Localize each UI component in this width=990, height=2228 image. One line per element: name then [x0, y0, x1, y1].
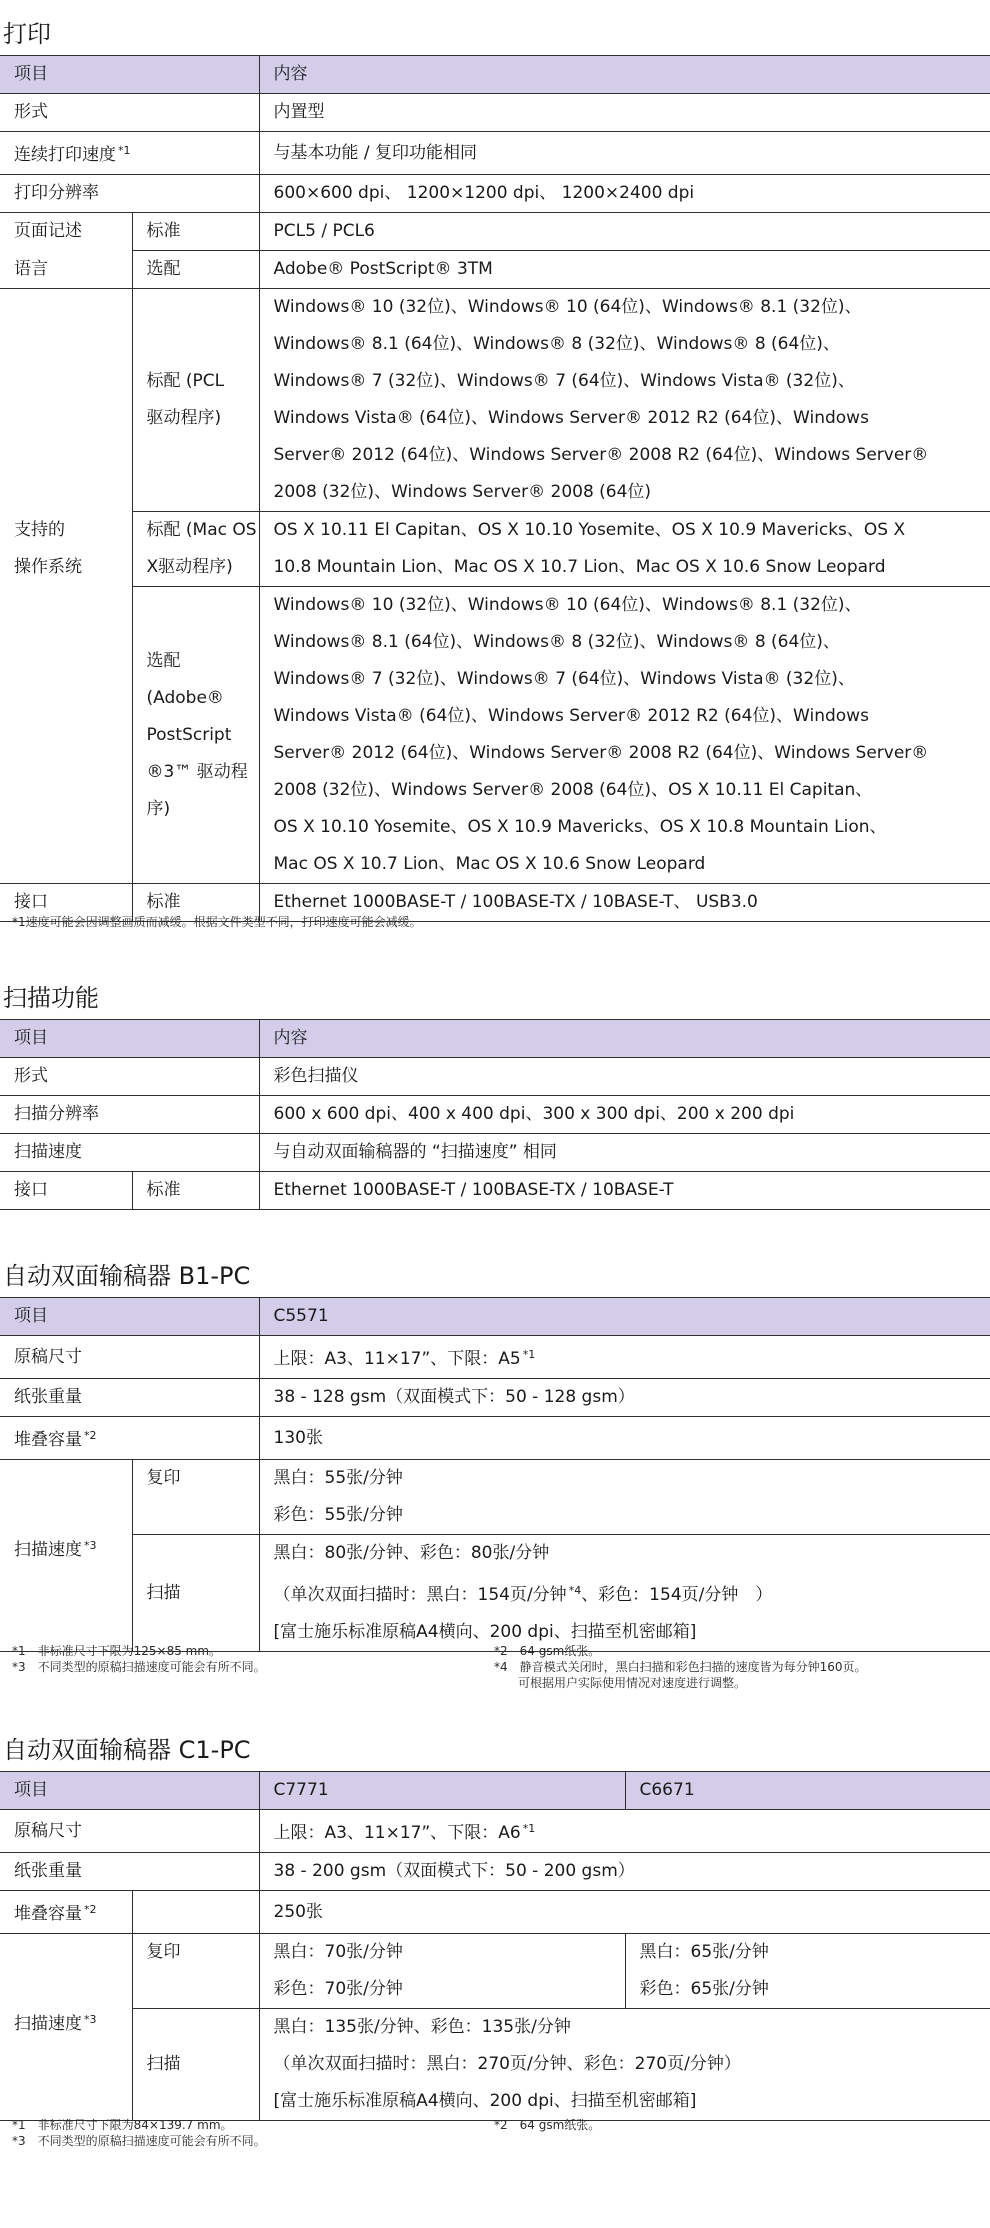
footnote-marker: *1 — [118, 144, 131, 157]
table-header-row — [0, 1772, 990, 1810]
header-item: 项目 — [0, 1020, 259, 1058]
table-row — [0, 1460, 990, 1535]
row-value: 黑白：135张/分钟、彩色：135张/分钟 （单次双面扫描时：黑白：270页/分钟、彩色：270页/分钟） [富士施乐标准原稿A4横向、200 dpi、扫描至机密邮箱] — [259, 2009, 990, 2121]
row-value: 250张 — [259, 1891, 990, 1934]
header-item: 项目 — [0, 1772, 259, 1810]
row-value: 38 - 128 gsm（双面模式下：50 - 128 gsm） — [259, 1379, 990, 1417]
row-label: 页面记述 — [0, 213, 132, 251]
row-value: PCL5 / PCL6 — [259, 213, 990, 251]
row-sublabel: 复印 — [132, 1460, 259, 1535]
footnote-marker: *1 — [522, 1822, 536, 1835]
row-value: 黑白：70张/分钟 彩色：70张/分钟 — [259, 1934, 625, 2009]
header-item: 项目 — [0, 1298, 259, 1336]
row-label: 扫描分辨率 — [0, 1096, 259, 1134]
row-label: 原稿尺寸 — [0, 1336, 259, 1379]
row-sublabel: 标准 — [132, 1172, 259, 1210]
table-row — [0, 251, 990, 289]
row-value: Adobe® PostScript® 3TM — [259, 251, 990, 289]
table-row — [0, 1934, 990, 2009]
row-value: 38 - 200 gsm（双面模式下：50 - 200 gsm） — [259, 1853, 990, 1891]
row-value: 黑白：80张/分钟、彩色：80张/分钟 （单次双面扫描时：黑白：154页/分钟 $^{*4}$、彩色：154页/分钟 ） [富士施乐标准原稿A4横向、200 dpi、扫描至机密邮箱] — [259, 1535, 990, 1652]
table-row — [0, 1096, 990, 1134]
row-label: 扫描速度 — [0, 1134, 259, 1172]
row-value: 600 x 600 dpi、400 x 400 dpi、300 x 300 dpi、200 x 200 dpi — [259, 1096, 990, 1134]
row-value: 黑白：65张/分钟 彩色：65张/分钟 — [625, 1934, 990, 2009]
table-row — [0, 1853, 990, 1891]
row-label: 纸张重量 — [0, 1379, 259, 1417]
row-label: 打印分辨率 — [0, 175, 259, 213]
table-header-row — [0, 1298, 990, 1336]
footnote-marker: *2 — [84, 1429, 97, 1442]
c1-footnotes-right: *2 64 gsm纸张。 — [494, 2118, 601, 2132]
table-row — [0, 289, 990, 512]
row-value: 130张 — [259, 1417, 990, 1460]
header-content: 内容 — [259, 1020, 990, 1058]
table-row — [0, 1134, 990, 1172]
row-label: 扫描速度 $^{*3}$ — [0, 1934, 132, 2121]
table-row — [0, 1891, 990, 1934]
footnote-marker: *2 — [84, 1903, 97, 1916]
b1-section-title: 自动双面输稿器 B1-PC — [3, 1262, 251, 1290]
row-sublabel: 标准 — [132, 884, 259, 922]
row-label-empty — [0, 587, 132, 884]
row-sublabel: 标准 — [132, 213, 259, 251]
row-value: Ethernet 1000BASE-T / 100BASE-TX / 10BASE-T — [259, 1172, 990, 1210]
table-row — [0, 512, 990, 587]
footnote-marker: *3 — [84, 2013, 97, 2026]
row-value: 与自动双面输稿器的 “扫描速度” 相同 — [259, 1134, 990, 1172]
table-row — [0, 1379, 990, 1417]
row-label: 堆叠容量 $^{*2}$ — [0, 1417, 259, 1460]
row-value: 600×600 dpi、 1200×1200 dpi、 1200×2400 dpi — [259, 175, 990, 213]
row-value: 上限：A3、11×17”、下限：A5 $^{*1}$ — [259, 1336, 990, 1379]
table-row — [0, 587, 990, 884]
row-value: 与基本功能 / 复印功能相同 — [259, 132, 990, 175]
row-value: OS X 10.11 El Capitan、OS X 10.10 Yosemite、OS X 10.9 Mavericks、OS X 10.8 Mountain Lion、Mac OS X 10.7 Lion、Mac OS X 10.6 Snow Leopard — [259, 512, 990, 587]
row-value: 彩色扫描仪 — [259, 1058, 990, 1096]
table-row — [0, 213, 990, 251]
table-row — [0, 1417, 990, 1460]
print-section-title: 打印 — [3, 20, 51, 48]
row-label: 语言 — [0, 251, 132, 289]
print-footnote: *1速度可能会因调整画质而减缓。根据文件类型不同，打印速度可能会减缓。 — [12, 915, 422, 929]
b1-footnotes-left: *1 非标准尺寸下限为125×85 mm。 *3 不同类型的原稿扫描速度可能会有所不同。 — [12, 1644, 266, 1674]
row-label: 形式 — [0, 1058, 259, 1096]
table-row — [0, 94, 990, 132]
table-header-row — [0, 1020, 990, 1058]
row-label: 扫描速度 $^{*3}$ — [0, 1460, 132, 1652]
table-row — [0, 132, 990, 175]
c1-section-title: 自动双面输稿器 C1-PC — [3, 1736, 251, 1764]
row-sublabel: 扫描 — [132, 1535, 259, 1652]
row-value: Windows® 10 (32位)、Windows® 10 (64位)、Windows® 8.1 (32位)、 Windows® 8.1 (64位)、Windows® 8 (32位)、Windows® 8 (64位)、 Windows® 7 (32位)、Windows® 7 (64位)、Windows Vista® (32位)、 Windows Vista® (64位)、Windows Server® 2012 R2 (64位)、Windows Server® 2012 (64位)、Windows Server® 2008 R2 (64位)、Windows Server® 2008 (32位)、Windows Server® 2008 (64位)、OS X 10.11 El Capitan、 OS X 10.10 Yosemite、OS X 10.9 Mavericks、OS X 10.8 Mountain Lion、 Mac OS X 10.7 Lion、Mac OS X 10.6 Snow Leopard — [259, 587, 990, 884]
header-model: C5571 — [259, 1298, 990, 1336]
table-row — [0, 1535, 990, 1652]
row-sublabel: 标配 (PCL 驱动程序) — [132, 289, 259, 512]
header-content: 内容 — [259, 56, 990, 94]
row-value: 黑白：55张/分钟 彩色：55张/分钟 — [259, 1460, 990, 1535]
print-spec-table — [0, 55, 990, 922]
table-row — [0, 1336, 990, 1379]
table-row — [0, 175, 990, 213]
header-item: 项目 — [0, 56, 259, 94]
row-label: 原稿尺寸 — [0, 1810, 259, 1853]
row-label: 连续打印速度 $^{*1}$ — [0, 132, 259, 175]
row-label: 形式 — [0, 94, 259, 132]
header-model: C6671 — [625, 1772, 990, 1810]
table-row — [0, 1172, 990, 1210]
row-sublabel: 选配 — [132, 251, 259, 289]
row-label: 接口 — [0, 884, 132, 922]
row-label: 纸张重量 — [0, 1853, 259, 1891]
row-sublabel: 标配 (Mac OS X驱动程序) — [132, 512, 259, 587]
row-label: 堆叠容量 $^{*2}$ — [0, 1891, 132, 1934]
row-value: 上限：A3、11×17”、下限：A6 $^{*1}$ — [259, 1810, 990, 1853]
scan-spec-table — [0, 1019, 990, 1210]
row-label: 支持的 操作系统 — [14, 520, 82, 577]
table-row — [0, 2009, 990, 2121]
table-row — [0, 1810, 990, 1853]
row-sublabel: 扫描 — [132, 2009, 259, 2121]
b1-spec-table — [0, 1297, 990, 1652]
header-model: C7771 — [259, 1772, 625, 1810]
table-header-row — [0, 56, 990, 94]
footnote-marker: *4 — [568, 1584, 582, 1597]
row-value: 内置型 — [259, 94, 990, 132]
c1-footnotes-left: *1 非标准尺寸下限为84×139.7 mm。 *3 不同类型的原稿扫描速度可能会有所不同。 — [12, 2118, 266, 2148]
row-sublabel: 选配 (Adobe® PostScript ®3™ 驱动程序) — [132, 587, 259, 884]
b1-footnotes-right: *2 64 gsm纸张。 *4 静音模式关闭时，黑白扫描和彩色扫描的速度皆为每分钟160页。 可根据用户实际使用情况对速度进行调整。 — [494, 1644, 867, 1690]
footnote-marker: *3 — [84, 1539, 97, 1552]
scan-section-title: 扫描功能 — [3, 984, 99, 1012]
row-value: Ethernet 1000BASE-T / 100BASE-TX / 10BASE-T、 USB3.0 — [259, 884, 990, 922]
row-label: 接口 — [0, 1172, 132, 1210]
row-value: Windows® 10 (32位)、Windows® 10 (64位)、Windows® 8.1 (32位)、 Windows® 8.1 (64位)、Windows® 8 (32位)、Windows® 8 (64位)、 Windows® 7 (32位)、Windows® 7 (64位)、Windows Vista® (32位)、 Windows Vista® (64位)、Windows Server® 2012 R2 (64位)、Windows Server® 2012 (64位)、Windows Server® 2008 R2 (64位)、Windows Server® 2008 (32位)、Windows Server® 2008 (64位) — [259, 289, 990, 512]
row-sublabel: 复印 — [132, 1934, 259, 2009]
c1-spec-table — [0, 1771, 990, 2121]
row-sublabel-empty — [132, 1891, 259, 1934]
table-row — [0, 1058, 990, 1096]
row-label-empty — [0, 289, 132, 512]
footnote-marker: *1 — [522, 1348, 536, 1361]
